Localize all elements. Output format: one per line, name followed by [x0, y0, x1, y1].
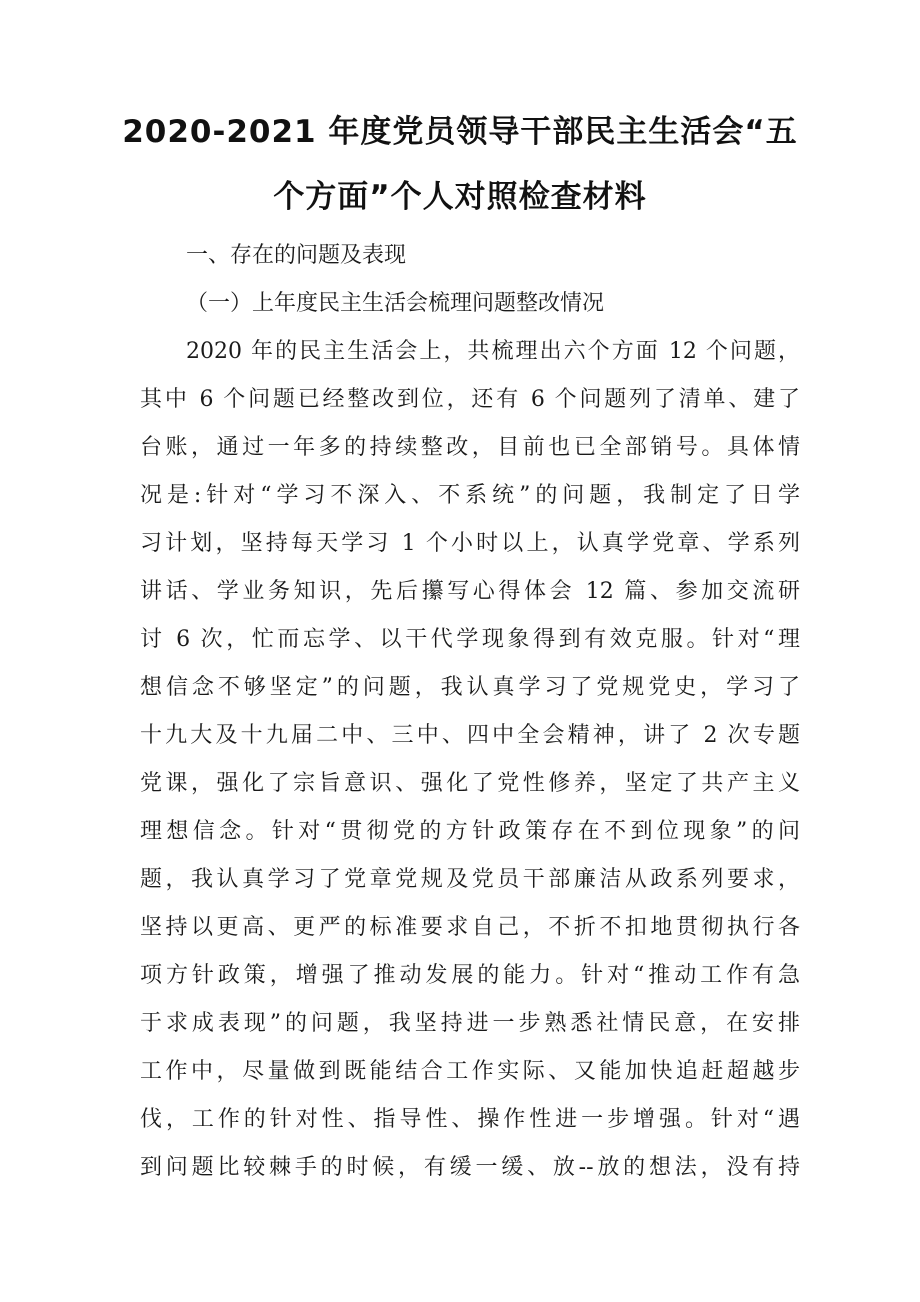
- subsection-heading: （一）上年度民主生活会梳理问题整改情况: [186, 291, 605, 316]
- paragraph-line: 台账，通过一年多的持续整改，目前也已全部销号。具体情: [140, 435, 800, 460]
- paragraph-line: 2020 年的民主生活会上，共梳理出六个方面 12 个问题，: [186, 339, 800, 364]
- paragraph-line: 伐，工作的针对性、指导性、操作性进一步增强。针对“遇: [140, 1107, 800, 1132]
- paragraph-line: 到问题比较棘手的时候，有缓一缓、放--放的想法，没有持: [140, 1155, 800, 1180]
- paragraph-line: 理想信念。针对“贯彻党的方针政策存在不到位现象”的问: [140, 819, 800, 844]
- paragraph-line: 其中 6 个问题已经整改到位，还有 6 个问题列了清单、建了: [140, 387, 800, 412]
- paragraph-line: 讨 6 次，忙而忘学、以干代学现象得到有效克服。针对“理: [140, 627, 800, 652]
- paragraph-line: 于求成表现”的问题，我坚持进一步熟悉社情民意，在安排: [140, 1011, 800, 1036]
- paragraph-line: 坚持以更高、更严的标准要求自己，不折不扣地贯彻执行各: [140, 915, 800, 940]
- paragraph-line: 项方针政策，增强了推动发展的能力。针对“推动工作有急: [140, 963, 800, 988]
- paragraph-line: 况是:针对“学习不深入、不系统”的问题，我制定了日学: [140, 483, 800, 508]
- paragraph-line: 题，我认真学习了党章党规及党员干部廉洁从政系列要求，: [140, 867, 800, 892]
- paragraph-line: 十九大及十九届二中、三中、四中全会精神，讲了 2 次专题: [140, 723, 800, 748]
- document-body: [140, 232, 800, 1192]
- paragraph-line: 工作中，尽量做到既能结合工作实际、又能加快追赶超越步: [140, 1059, 800, 1084]
- paragraph-line: 党课，强化了宗旨意识、强化了党性修养，坚定了共产主义: [140, 771, 800, 796]
- document-title-line-1: 2020-2021 年度党员领导干部民主生活会“五: [122, 114, 798, 150]
- section-heading: 一、存在的问题及表现: [186, 243, 407, 268]
- paragraph-line: 习计划，坚持每天学习 1 个小时以上，认真学党章、学系列: [140, 531, 800, 556]
- paragraph-line: 想信念不够坚定”的问题，我认真学习了党规党史，学习了: [140, 675, 800, 700]
- paragraph-line: 讲话、学业务知识，先后攥写心得体会 12 篇、参加交流研: [140, 579, 800, 604]
- document-title-line-2: 个方面”个人对照检查材料: [273, 179, 647, 215]
